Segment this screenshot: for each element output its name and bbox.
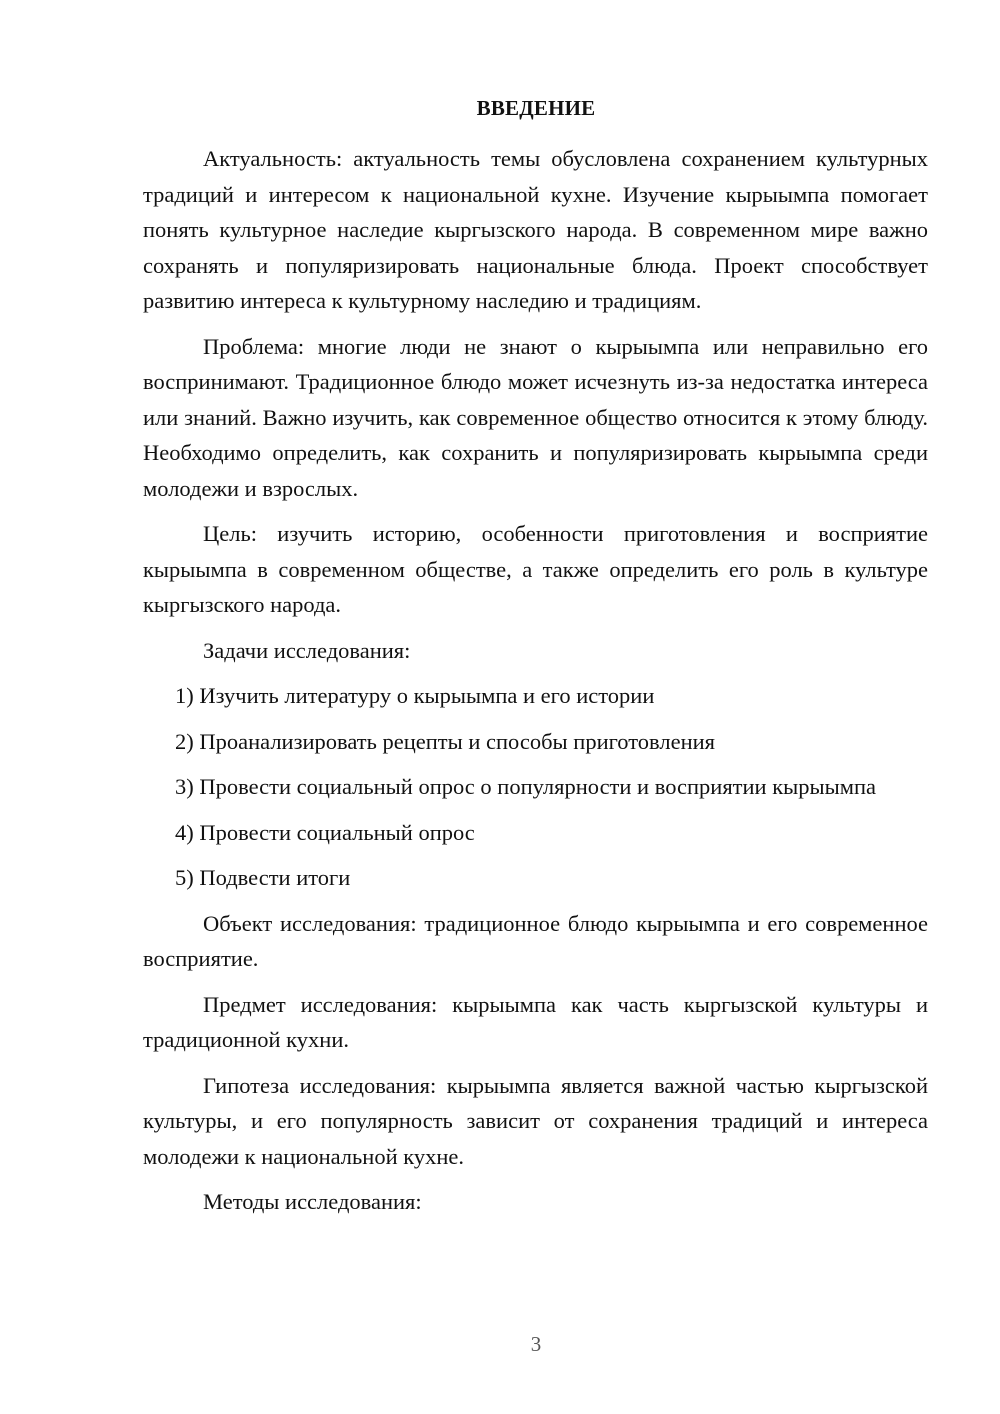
object-paragraph: Объект исследования: традиционное блюдо кырыымпа и его современное восприятие.: [143, 910, 928, 971]
relevance-paragraph: Актуальность: актуальность темы обусловлена сохранением культурных традиций и интересом к национальной кухне. Изучение кырыымпа помогает понять культурное наследие кыргызского народа. В современном мире важно сохранять и популяризировать национальные блюда. Проект способствует развитию интереса к культурному наследию и традициям.: [143, 146, 928, 313]
task-list-item: 3) Провести социальный опрос о популярности и восприятии кырыымпа: [175, 774, 877, 799]
problem-paragraph: Проблема: многие люди не знают о кырыымпа или неправильно его воспринимают. Традиционное блюдо может исчезнуть из-за недостатка интереса или знаний. Важно изучить, как современное общество относится к этому блюду. Необходимо определить, как сохранить и популяризировать кырыымпа среди молодежи и взрослых.: [143, 333, 928, 501]
page-number: 3: [530, 1332, 542, 1356]
task-list-item: 5) Подвести итоги: [175, 865, 351, 890]
section-heading: ВВЕДЕНИЕ: [476, 96, 596, 120]
task-list-item: 1) Изучить литературу о кырыымпа и его истории: [175, 683, 655, 708]
document-body: [143, 141, 928, 1220]
subject-paragraph: Предмет исследования: кырыымпа как часть кыргызской культуры и традиционной кухни.: [143, 991, 928, 1052]
hypothesis-paragraph: Гипотеза исследования: кырыымпа является важной частью кыргызской культуры, и его популярность зависит от сохранения традиций и интереса молодежи к национальной кухне.: [143, 1072, 928, 1169]
task-list-item: 4) Провести социальный опрос: [175, 819, 475, 845]
tasks-intro-paragraph: Задачи исследования:: [203, 637, 411, 663]
methods-intro-paragraph: Методы исследования:: [203, 1189, 422, 1214]
task-list-item: 2) Проанализировать рецепты и способы приготовления: [175, 728, 715, 754]
goal-paragraph: Цель: изучить историю, особенности приготовления и восприятие кырыымпа в современном обществе, а также определить его роль в культуре кыргызского народа.: [143, 521, 928, 617]
